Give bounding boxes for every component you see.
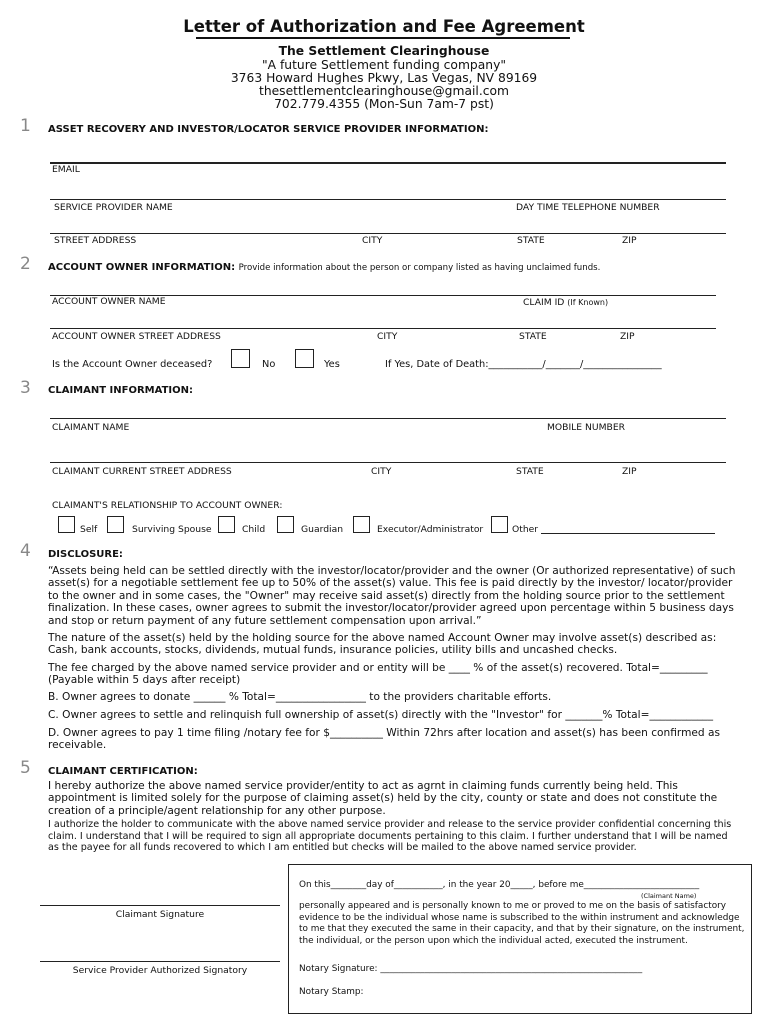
claim-id-note: (If Known) xyxy=(567,298,609,307)
rel-executor-checkbox[interactable] xyxy=(353,516,370,533)
rel-other-checkbox[interactable] xyxy=(491,516,508,533)
company-phone: 702.779.4355 (Mon-Sun 7am-7 pst) xyxy=(274,97,494,111)
owner-name-label: ACCOUNT OWNER NAME xyxy=(52,296,166,307)
deceased-no-checkbox[interactable] xyxy=(231,349,250,368)
section-2-title xyxy=(48,262,600,273)
rel-other-label: Other xyxy=(512,524,539,535)
notary-signature-field[interactable]: Notary Signature: ___________________________________________________________ xyxy=(299,964,643,974)
deceased-yes-checkbox[interactable] xyxy=(295,349,314,368)
claimant-name-note: (Claimant Name) xyxy=(641,892,697,900)
date-of-death-field[interactable]: If Yes, Date of Death:___________/_______/________________ xyxy=(385,359,662,370)
state-label: STATE xyxy=(517,235,545,246)
rel-guardian-checkbox[interactable] xyxy=(277,516,294,533)
day-phone-label: DAY TIME TELEPHONE NUMBER xyxy=(516,202,660,213)
rel-child-checkbox[interactable] xyxy=(218,516,235,533)
section-4-number: 4 xyxy=(20,541,31,561)
section-4-title: DISCLOSURE: xyxy=(48,549,123,560)
rel-self-checkbox[interactable] xyxy=(58,516,75,533)
section-3-number: 3 xyxy=(20,378,31,398)
company-email: thesettlementclearinghouse@gmail.com xyxy=(259,84,509,98)
city-label: CITY xyxy=(362,235,383,246)
company-name: The Settlement Clearinghouse xyxy=(278,44,490,58)
mobile-label: MOBILE NUMBER xyxy=(547,422,626,433)
owner-state-label: STATE xyxy=(519,331,547,342)
claimant-state-label: STATE xyxy=(516,466,544,477)
section-1-number: 1 xyxy=(20,116,31,136)
company-tagline: "A future Settlement funding company" xyxy=(261,58,507,72)
email-label: EMAIL xyxy=(52,164,80,175)
provider-name-label: SERVICE PROVIDER NAME xyxy=(54,202,173,213)
claimant-zip-label: ZIP xyxy=(622,466,637,477)
title-underline xyxy=(196,37,570,39)
rel-self-label: Self xyxy=(80,524,98,535)
rel-spouse-label: Surviving Spouse xyxy=(132,524,212,535)
no-label: No xyxy=(262,359,276,370)
provider-line xyxy=(50,199,726,200)
claimant-street-label: CLAIMANT CURRENT STREET ADDRESS xyxy=(52,466,232,477)
section-3-title: CLAIMANT INFORMATION: xyxy=(48,385,193,396)
company-address: 3763 Howard Hughes Pkwy, Las Vegas, NV 89169 xyxy=(230,71,538,85)
claimant-name-line xyxy=(50,418,726,419)
claimant-name-label: CLAIMANT NAME xyxy=(52,422,130,433)
disclosure-fee: The fee charged by the above named service provider and or entity will be ____ % of the asset(s) recovered. Total=_________ (Payable within 5 days after receipt) xyxy=(48,662,708,687)
owner-city-label: CITY xyxy=(377,331,398,342)
section-1-title: ASSET RECOVERY AND INVESTOR/LOCATOR SERVICE PROVIDER INFORMATION: xyxy=(48,124,489,135)
yes-label: Yes xyxy=(324,359,340,370)
section-5-title: CLAIMANT CERTIFICATION: xyxy=(48,766,198,777)
notary-stamp-label: Notary Stamp: xyxy=(299,987,364,997)
rel-other-line[interactable] xyxy=(541,533,715,534)
claimant-city-label: CITY xyxy=(371,466,392,477)
claimant-street-line xyxy=(50,462,726,463)
rel-child-label: Child xyxy=(242,524,266,535)
claim-id-text: CLAIM ID xyxy=(523,297,565,308)
disclosure-paragraph-1: “Assets being held can be settled directly with the investor/locator/provider and the owner (Or authorized representative) of such asset(s) for a negotiable settlement fee up to 50% of the asset(s) value. This fee is paid directly by the investor/ locator/provider to the owner and in some cases, the "Owner" may receive said asset(s) directly from the holding source prior to the settlement finalization. In these cases, owner agrees to submit the investor/locator/provider agreed upon percentage within 5 business days and stop or return payment of any future settlement compensation upon arrival.” xyxy=(48,565,736,627)
zip-label: ZIP xyxy=(622,235,637,246)
provider-signature-label: Service Provider Authorized Signatory xyxy=(72,965,248,976)
claimant-signature-label: Claimant Signature xyxy=(115,909,205,920)
document-title: Letter of Authorization and Fee Agreement xyxy=(183,17,585,36)
email-line xyxy=(50,162,726,164)
rel-spouse-checkbox[interactable] xyxy=(107,516,124,533)
street-line xyxy=(50,233,726,234)
owner-zip-label: ZIP xyxy=(620,331,635,342)
notary-box xyxy=(288,864,752,1014)
certification-paragraph-2: I authorize the holder to communicate with the above named service provider and release to the service provider confidential concerning this claim. I understand that I will be required to sign all appropriate documents pertaining to this claim. I further understand that I will be named as the payee for all funds recovered to which I am entitled but checks will be mailed to the above named service provider. xyxy=(48,819,732,853)
street-label: STREET ADDRESS xyxy=(54,235,137,246)
disclosure-option-c: C. Owner agrees to settle and relinquish full ownership of asset(s) directly with the "Investor" for _______% Total=____________ xyxy=(48,709,714,721)
certification-paragraph-1: I hereby authorize the above named service provider/entity to act as agrnt in claiming funds currently being held. This appointment is limited solely for the purpose of claiming asset(s) held by the city, county or state and does not constitute the creation of a principle/agent relationship for any other purpose. xyxy=(48,780,718,817)
owner-street-label: ACCOUNT OWNER STREET ADDRESS xyxy=(52,331,221,342)
provider-signature-line[interactable] xyxy=(40,961,280,962)
section-2-number: 2 xyxy=(20,254,31,274)
claimant-signature-line[interactable] xyxy=(40,905,280,906)
section-5-number: 5 xyxy=(20,758,31,778)
owner-street-line xyxy=(50,328,716,329)
disclosure-option-b: B. Owner agrees to donate ______ % Total=_________________ to the providers charitable efforts. xyxy=(48,691,552,703)
notary-body: personally appeared and is personally known to me or proved to me on the basis of satisfactory evidence to be the individual whose name is subscribed to the within instrument and acknowledge to me that they executed the same in their capacity, and that by their signature, on the instrument, the individual, or the person upon which the individual acted, executed the instrument. xyxy=(299,901,745,946)
rel-executor-label: Executor/Administrator xyxy=(377,524,484,535)
rel-guardian-label: Guardian xyxy=(301,524,344,535)
disclosure-option-d: D. Owner agrees to pay 1 time filing /notary fee for $__________ Within 72hrs after location and asset(s) has been confirmed as receivable. xyxy=(48,727,721,752)
claim-id-label xyxy=(523,297,608,308)
deceased-question: Is the Account Owner deceased? xyxy=(52,359,213,370)
section-2-title-text: ACCOUNT OWNER INFORMATION: xyxy=(48,262,236,273)
disclosure-paragraph-2: The nature of the asset(s) held by the holding source for the above named Account Owner may involve asset(s) described as: Cash, bank accounts, stocks, dividends, mutual funds, insurance policies, utility bills and uncashed checks. xyxy=(48,632,717,657)
section-2-note: Provide information about the person or company listed as having unclaimed funds. xyxy=(238,263,601,273)
notary-date-line[interactable]: On this________day of___________, in the year 20_____, before me__________________________ xyxy=(299,880,700,890)
relationship-label: CLAIMANT'S RELATIONSHIP TO ACCOUNT OWNER: xyxy=(52,500,283,511)
